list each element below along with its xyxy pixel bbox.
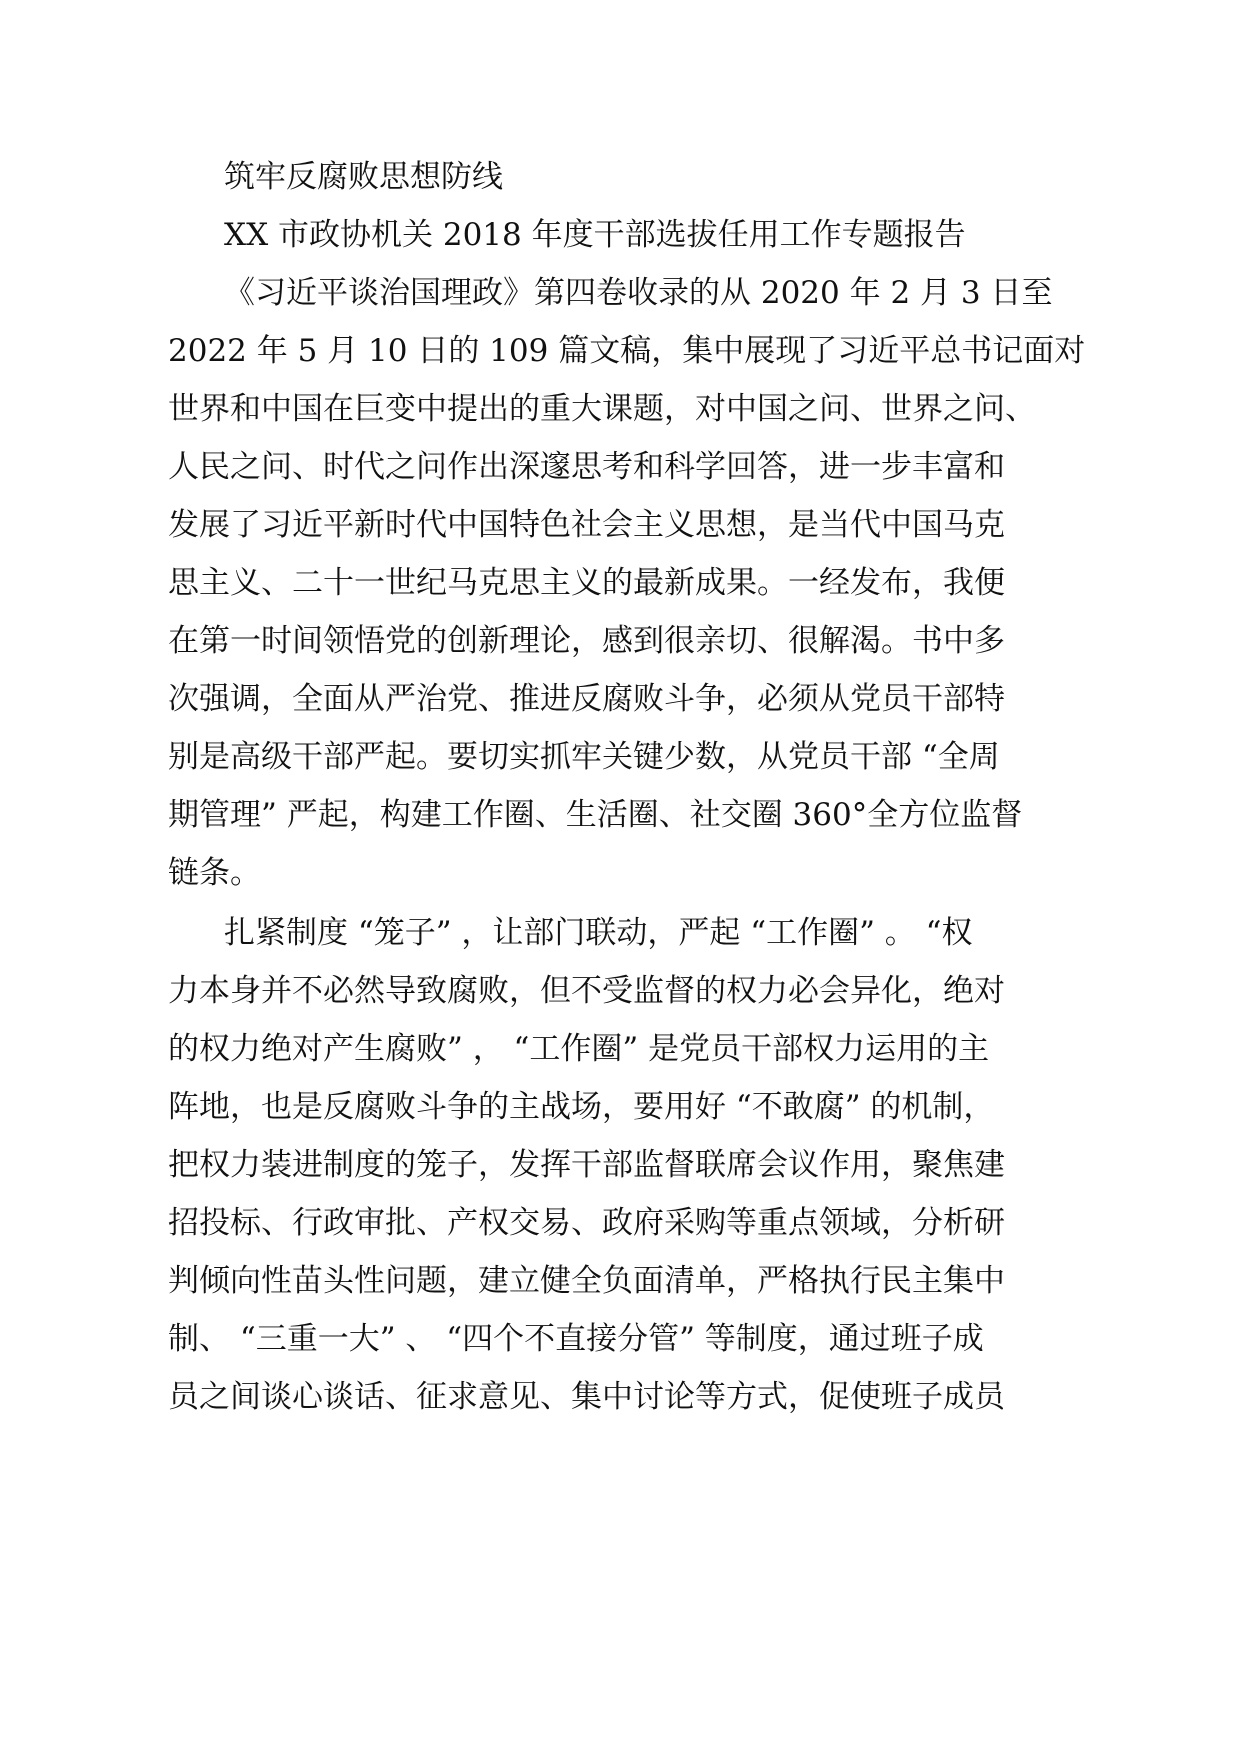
body-line: 期管理” 严起，构建工作圈、生活圈、社交圈 360°全方位监督 (168, 797, 1023, 833)
body-line: 判倾向性苗头性问题，建立健全负面清单，严格执行民主集中 (168, 1263, 1005, 1299)
body-line: 制、 “三重一大” 、 “四个不直接分管” 等制度，通过班子成 (168, 1321, 984, 1357)
body-line: 员之间谈心谈话、征求意见、集中讨论等方式，促使班子成员 (168, 1379, 1005, 1415)
body-line: 《习近平谈治国理政》第四卷收录的从 2020 年 2 月 3 日至 (224, 275, 1053, 311)
document-subtitle: XX 市政协机关 2018 年度干部选拔任用工作专题报告 (224, 217, 966, 253)
body-line: 发展了习近平新时代中国特色社会主义思想，是当代中国马克 (168, 507, 1005, 543)
body-line: 把权力装进制度的笼子，发挥干部监督联席会议作用，聚焦建 (168, 1147, 1005, 1183)
body-line: 阵地，也是反腐败斗争的主战场，要用好 “不敢腐” 的机制， (168, 1089, 995, 1125)
body-line: 的权力绝对产生腐败” ， “工作圈” 是党员干部权力运用的主 (168, 1031, 990, 1067)
body-line: 链条。 (168, 855, 261, 891)
body-line: 人民之问、时代之问作出深邃思考和科学回答，进一步丰富和 (168, 449, 1005, 485)
body-line: 2022 年 5 月 10 日的 109 篇文稿，集中展现了习近平总书记面对 (168, 333, 1086, 369)
body-line: 在第一时间领悟党的创新理论，感到很亲切、很解渴。书中多 (168, 623, 1005, 659)
body-line: 别是高级干部严起。要切实抓牢关键少数，从党员干部 “全周 (168, 739, 1000, 775)
body-line: 力本身并不必然导致腐败，但不受监督的权力必会异化，绝对 (168, 973, 1005, 1009)
body-line: 思主义、二十一世纪马克思主义的最新成果。一经发布，我便 (168, 565, 1005, 601)
body-line: 世界和中国在巨变中提出的重大课题，对中国之问、世界之问、 (168, 391, 1036, 427)
body-line: 招投标、行政审批、产权交易、政府采购等重点领域，分析研 (168, 1205, 1005, 1241)
body-line: 扎紧制度 “笼子” ，让部门联动，严起 “工作圈” 。 “权 (224, 915, 973, 951)
body-line: 次强调，全面从严治党、推进反腐败斗争，必须从党员干部特 (168, 681, 1005, 717)
document-title: 筑牢反腐败思想防线 (224, 159, 503, 195)
